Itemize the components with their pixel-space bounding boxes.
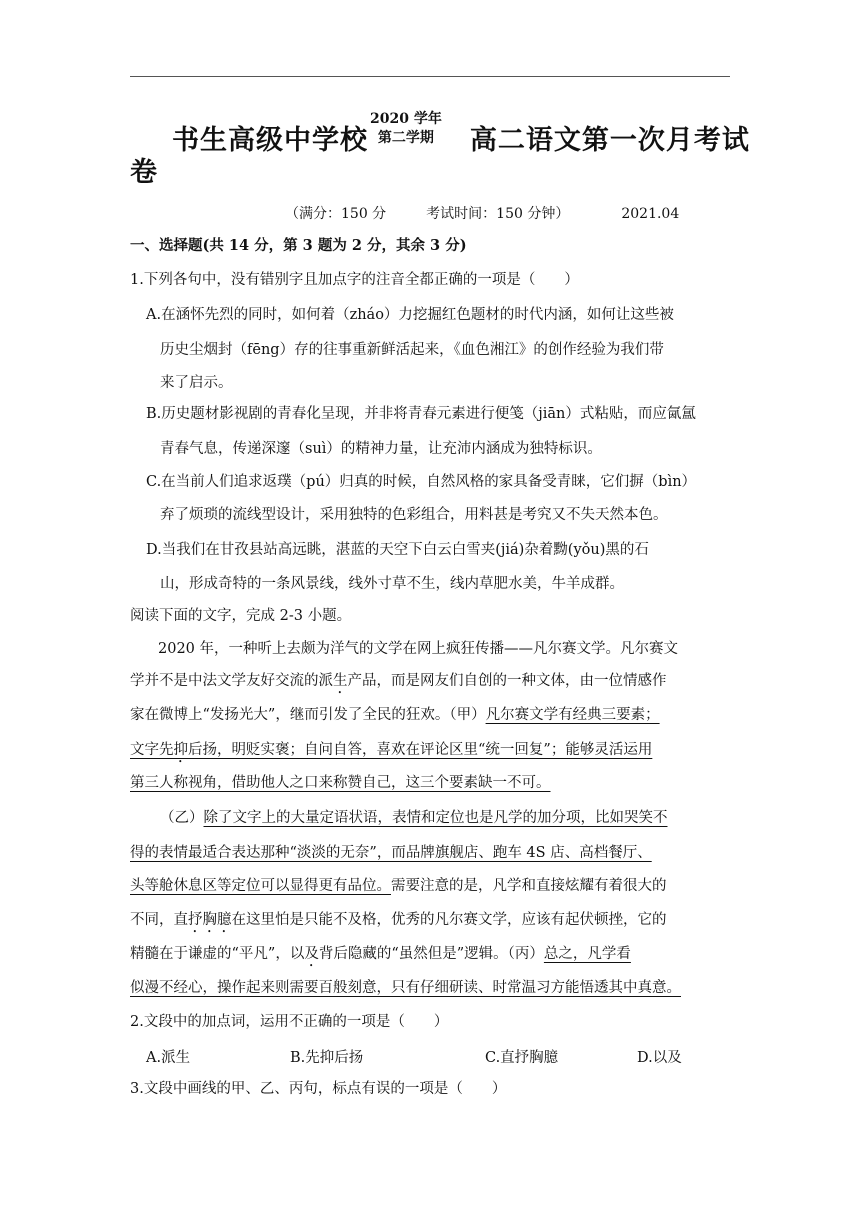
q1-stem: 1.下列各句中，没有错别字且加点字的注音全都正确的一项是（ ）	[130, 272, 579, 288]
q1-option-a-line3: 来了启示。	[160, 375, 233, 391]
school-year: 2020 学年	[370, 111, 442, 127]
para1-line5: 第三人称视角，借助他人之口来称赞自己，这三个要素缺一不可。	[130, 775, 551, 791]
dotted-word: 及	[304, 946, 319, 962]
term-stack	[370, 110, 442, 148]
para1-line3: 家在微博上“发扬光大”，继而引发了全民的狂欢。（甲）凡尔赛文学有经典三要素；	[130, 707, 660, 723]
school-name: 书生高级中学校	[172, 125, 368, 156]
q1-option-c-line2: 弃了烦琐的流线型设计，采用独特的色彩组合，用料甚是考究又不失天然本色。	[160, 507, 668, 523]
q2-option-a: A.派生	[146, 1050, 191, 1066]
para1-line4: 文字先抑后扬，明贬实褒；自问自答，喜欢在评论区里“统一回复”；能够灵活运用	[130, 742, 653, 758]
exam-title: 高二语文第一次月考试	[469, 125, 750, 156]
header-rule	[130, 76, 730, 77]
title-row	[172, 110, 750, 157]
underlined-jia: 凡尔赛文学有经典三要素；	[485, 707, 660, 723]
q2-option-b: B.先抑后扬	[290, 1050, 364, 1066]
dotted-word: 抒胸臆	[188, 912, 232, 928]
q1-option-b-line1: B.历史题材影视剧的青春化呈现，并非将青春元素进行便笺（jiān）式粘贴，而应氤氲	[146, 406, 696, 422]
q1-option-c-line1: C.在当前人们追求返璞（pú）归真的时候，自然风格的家具备受青睐，它们摒（bìn）	[146, 474, 697, 490]
q2-stem: 2.文段中的加点词，运用不正确的一项是（ ）	[130, 1014, 449, 1030]
exam-title-wrap: 卷	[130, 157, 157, 188]
para2-line5: 精髓在于谦虚的“平凡”，以及背后隐藏的“虽然但是”逻辑。（丙）总之，凡学看	[130, 946, 631, 962]
exam-time: 考试时间：150 分钟）	[426, 206, 570, 222]
underlined-yi: 除了文字上的大量定语状语，表情和定位也是凡学的加分项，比如哭笑不	[203, 810, 668, 826]
section-heading: 一、选择题(共 14 分，第 3 题为 2 分，其余 3 分)	[130, 237, 467, 254]
q2-option-d: D.以及	[637, 1050, 682, 1066]
full-score: （满分：150 分	[285, 206, 387, 222]
underlined-bing: 总之，凡学看	[543, 946, 631, 962]
q1-option-a-line2: 历史尘烟封（fēng）存的往事重新鲜活起来，《血色湘江》的创作经验为我们带	[160, 342, 664, 358]
q1-option-a-line1: A.在涵怀先烈的同时，如何着（zháo）力挖掘红色题材的时代内涵，如何让这些被	[146, 307, 674, 323]
q3-stem: 3.文段中画线的甲、乙、丙句，标点有误的一项是（ ）	[130, 1081, 507, 1097]
dotted-word: 抑	[173, 742, 188, 758]
dotted-word: 生	[333, 673, 348, 689]
exam-date: 2021.04	[621, 206, 680, 222]
para2-line2: 得的表情最适合表达那种“淡淡的无奈”，而品牌旗舰店、跑车 4S 店、高档餐厅、	[130, 845, 652, 861]
para1-line1: 2020 年，一种听上去颇为洋气的文学在网上疯狂传播——凡尔赛文学。凡尔赛文	[158, 641, 679, 657]
para2-line4: 不同，直抒胸臆在这里怕是只能不及格，优秀的凡尔赛文学，应该有起伏顿挫，它的	[130, 912, 667, 928]
para2-line3: 头等舱休息区等定位可以显得更有品位。需要注意的是，凡学和直接炫耀有着很大的	[130, 878, 667, 894]
q1-option-d-line2: 山，形成奇特的一条风景线，线外寸草不生，线内草肥水美，牛羊成群。	[160, 576, 624, 592]
para2-line6: 似漫不经心，操作起来则需要百般刻意，只有仔细研读、时常温习方能悟透其中真意。	[130, 980, 681, 996]
q1-option-b-line2: 青春气息，传递深邃（suì）的精神力量，让充沛内涵成为独特标识。	[160, 441, 602, 457]
reading-intro: 阅读下面的文字，完成 2-3 小题。	[130, 608, 352, 624]
exam-meta	[285, 203, 679, 223]
q1-option-d-line1: D.当我们在甘孜县站高远眺，湛蓝的天空下白云白雪夹(jiá)杂着黝(yǒu)黑的石	[146, 542, 649, 558]
q2-option-c: C.直抒胸臆	[485, 1050, 559, 1066]
school-term: 第二学期	[377, 130, 434, 146]
para1-line2: 学并不是中法文学友好交流的派生产品，而是网友们自创的一种文体，由一位情感作	[130, 673, 667, 689]
para2-line1: （乙）除了文字上的大量定语状语，表情和定位也是凡学的加分项，比如哭笑不	[160, 810, 668, 826]
